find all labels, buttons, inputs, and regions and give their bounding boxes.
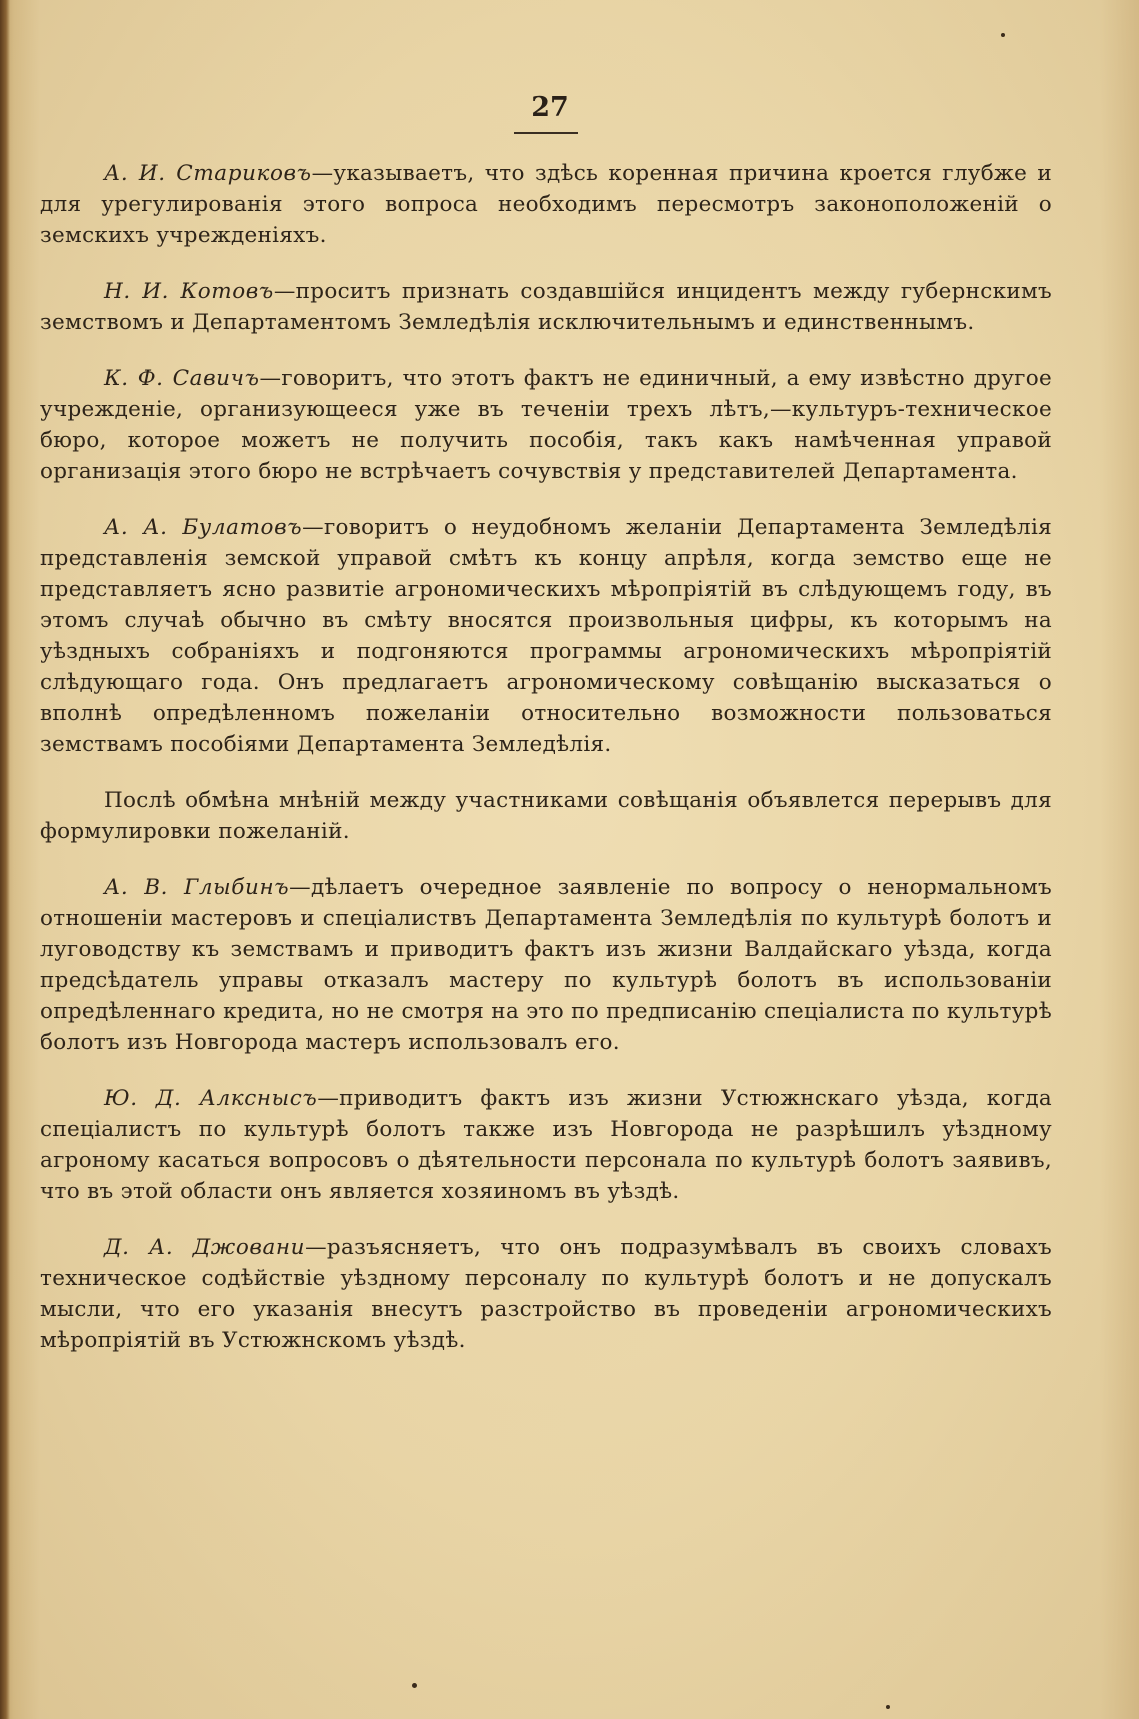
speaker-name: А. И. Стариковъ xyxy=(104,161,312,186)
book-spine-edge xyxy=(0,0,10,1719)
paragraph-text: —приводитъ фактъ изъ жизни Устюжнскаго уѣзда, когда спеціалистъ по культурѣ болотъ также изъ Новгорода не разрѣшилъ уѣздному агроному касаться вопросовъ о дѣятельности персонала по культурѣ болотъ заявивъ, что въ этой области онъ является хозяиномъ въ уѣздѣ. xyxy=(40,1086,1052,1204)
paragraph-alksnys xyxy=(40,1083,1052,1207)
ink-speck xyxy=(412,1683,417,1688)
ink-speck xyxy=(886,1705,890,1709)
speaker-name: А. А. Булатовъ xyxy=(104,515,303,540)
paragraph-kotov xyxy=(40,276,1052,338)
paragraph-dzhovani xyxy=(40,1232,1052,1356)
paragraph-starikov xyxy=(40,158,1052,251)
page-number: 27 xyxy=(531,92,569,123)
speaker-name: Н. И. Котовъ xyxy=(104,279,274,304)
paragraph-bulatov xyxy=(40,512,1052,760)
speaker-name: Ю. Д. Алкснысъ xyxy=(104,1086,318,1111)
paragraph-text: —разъясняетъ, что онъ подразумѣвалъ въ своихъ словахъ техническое содѣйствіе уѣздному персоналу по культурѣ болотъ и не допускалъ мысли, что его указанія внесутъ разстройство въ проведеніи агрономическихъ мѣропріятій въ Устюжнскомъ уѣздѣ. xyxy=(40,1235,1052,1353)
ink-speck xyxy=(1001,33,1005,37)
speaker-name: К. Ф. Савичъ xyxy=(104,366,260,391)
page-number-rule xyxy=(514,132,578,134)
paragraph-glybin xyxy=(40,872,1052,1058)
paragraph-text: —говоритъ о неудобномъ желаніи Департамента Земледѣлія представленія земской управой смѣтъ къ концу апрѣля, когда земство еще не представляетъ ясно развитіе агрономическихъ мѣропріятій въ слѣдующемъ году, въ этомъ случаѣ обычно въ смѣту вносятся произвольныя цифры, къ которымъ на уѣздныхъ собраніяхъ и подгоняются программы агрономическихъ мѣропріятій слѣдующаго года. Онъ предлагаетъ агрономическому совѣщанію высказаться о вполнѣ опредѣленномъ пожеланіи относительно возможности пользоваться земствамъ пособіями Департамента Земледѣлія. xyxy=(40,515,1052,757)
paragraph-text: Послѣ обмѣна мнѣній между участниками совѣщанія объявлется перерывъ для формулировки пожеланій. xyxy=(40,788,1052,844)
paragraph-text: —говоритъ, что этотъ фактъ не единичный, а ему извѣстно другое учрежденіе, организующееся уже въ теченіи трехъ лѣтъ,—культуръ-техническое бюро, которое можетъ не получить пособія, такъ какъ намѣченная управой организація этого бюро не встрѣчаетъ сочувствія у представителей Департамента. xyxy=(40,366,1052,484)
paragraph-text: —дѣлаетъ очередное заявленіе по вопросу о ненормальномъ отношеніи мастеровъ и спеціалиствъ Департамента Земледѣлія по культурѣ болотъ и луговодству къ земствамъ и приводитъ фактъ изъ жизни Валдайскаго уѣзда, когда предсѣдатель управы отказалъ мастеру по культурѣ болотъ въ использованіи опредѣленнаго кредита, но не смотря на это по предписанію спеціалиста по культурѣ болотъ изъ Новгорода мастеръ использовалъ его. xyxy=(40,875,1052,1055)
paragraph-text: —проситъ признать создавшійся инцидентъ между губернскимъ земствомъ и Департаментомъ Земледѣлія исключительнымъ и единственнымъ. xyxy=(40,279,1053,335)
speaker-name: Д. А. Джовани xyxy=(104,1235,306,1260)
paragraph-savich xyxy=(40,363,1052,487)
speaker-name: А. В. Глыбинъ xyxy=(104,875,290,900)
body-text xyxy=(40,158,1052,1381)
paragraph-text: —указываетъ, что здѣсь коренная причина кроется глубже и для урегулированія этого вопроса необходимъ пересмотръ законоположеній о земскихъ учрежденіяхъ. xyxy=(40,161,1053,248)
paragraph-break-notice xyxy=(40,785,1052,847)
